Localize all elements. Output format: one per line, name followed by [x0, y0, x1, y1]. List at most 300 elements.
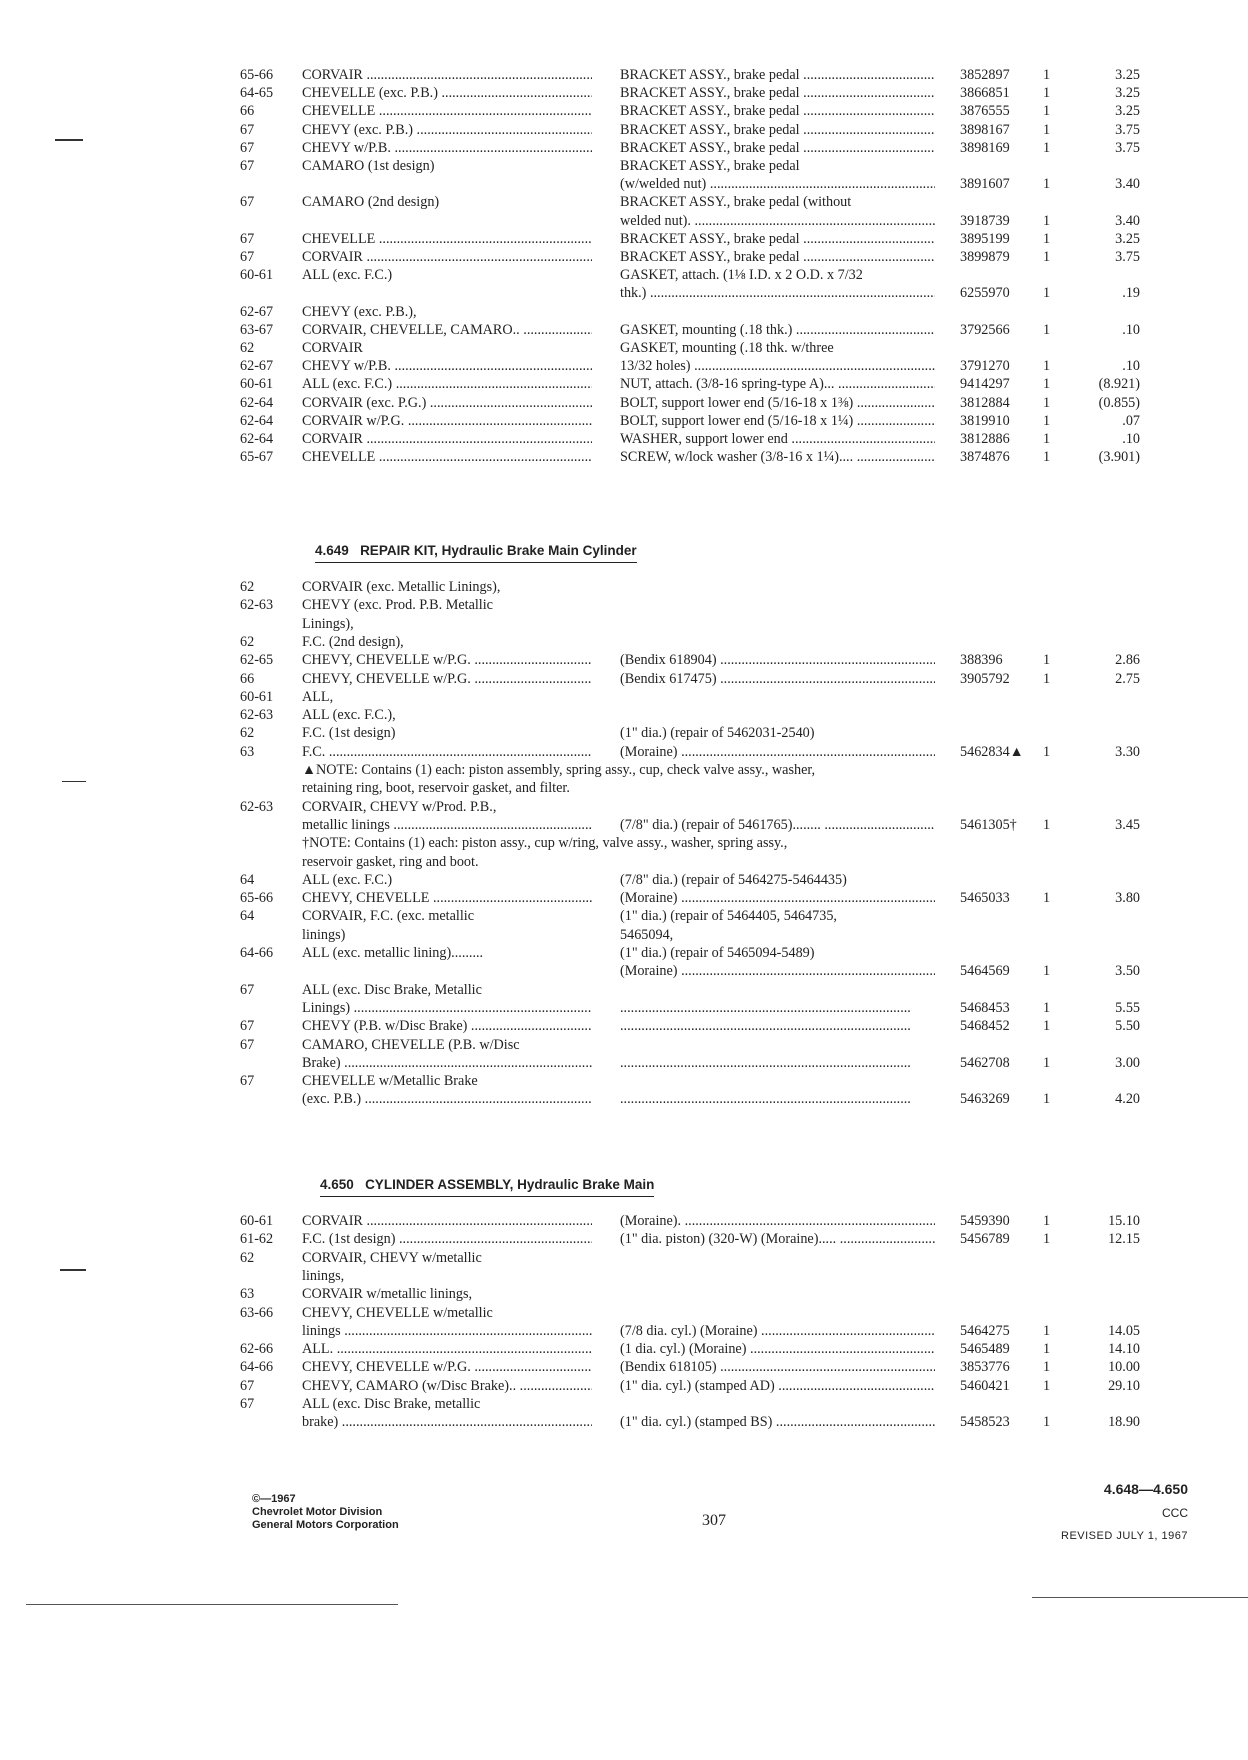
model-application: CORVAIR w/metallic linings,: [302, 1286, 473, 1303]
price: 3.00: [1115, 1054, 1140, 1071]
parts-row: [240, 761, 1140, 779]
model-application: linings .....: [302, 1322, 592, 1340]
parts-row: [240, 1358, 1140, 1376]
model-application: ALL (exc. F.C.): [302, 871, 393, 888]
part-description: BRACKET ASSY., brake pedal (without: [620, 194, 852, 211]
model-application: CHEVY (exc. P.B.) .....: [302, 121, 592, 139]
price: 3.40: [1115, 212, 1140, 229]
parts-row: [240, 706, 1140, 724]
model-years: 65-67: [240, 449, 274, 466]
part-description: welded nut). .....: [620, 212, 935, 230]
part-description: BRACKET ASSY., brake pedal .....: [620, 102, 935, 120]
quantity: 1: [1043, 1414, 1051, 1431]
price: 18.90: [1108, 1414, 1140, 1431]
part-number: 9414297: [960, 376, 1010, 393]
model-application: CHEVY, CAMARO (w/Disc Brake).. .....: [302, 1377, 592, 1395]
quantity: 1: [1043, 249, 1051, 265]
price: 5.55: [1115, 999, 1140, 1016]
part-number: 5462834▲: [960, 743, 1024, 760]
model-years: 63: [240, 1286, 255, 1303]
quantity: 1: [1043, 670, 1051, 687]
parts-row: [240, 871, 1140, 889]
price: .10: [1122, 358, 1140, 375]
parts-row: [240, 944, 1140, 962]
parts-row: [240, 853, 1140, 871]
price: .10: [1122, 431, 1140, 447]
price: 2.75: [1115, 670, 1140, 687]
parts-row: [240, 981, 1140, 999]
section-title: REPAIR KIT, Hydraulic Brake Main Cylinder: [360, 543, 637, 558]
page-number: 307: [702, 1512, 726, 1529]
part-description: 13/32 holes) .....: [620, 357, 935, 375]
quantity: 1: [1043, 285, 1051, 302]
part-description: BRACKET ASSY., brake pedal: [620, 158, 800, 174]
quantity: 1: [1043, 1322, 1051, 1339]
corporation-name: General Motors Corporation: [252, 1519, 399, 1531]
part-number: 3899879: [960, 249, 1010, 265]
part-description: (1" dia. cyl.) (stamped AD) .....: [620, 1377, 935, 1395]
model-years: 63: [240, 743, 255, 760]
part-number: 3898167: [960, 121, 1010, 138]
model-application: CORVAIR, CHEVY w/Prod. P.B.,: [302, 798, 497, 815]
model-years: 67: [240, 1396, 255, 1412]
model-application: CHEVY, CHEVELLE w/P.G. .....: [302, 1358, 592, 1376]
part-description: (1" dia.) (repair of 5464405, 5464735,: [620, 908, 837, 925]
price: 3.45: [1115, 816, 1140, 833]
section-number: 4.649: [315, 543, 349, 558]
price: 3.25: [1115, 230, 1140, 247]
model-application: ALL (exc. F.C.): [302, 267, 393, 284]
part-number: 5465489: [960, 1341, 1010, 1358]
model-application: CHEVY, CHEVELLE .....: [302, 889, 592, 907]
part-number: 3874876: [960, 449, 1010, 466]
quantity: 1: [1043, 1213, 1051, 1229]
part-description: BRACKET ASSY., brake pedal .....: [620, 230, 935, 248]
model-application: Brake) .....: [302, 1054, 592, 1072]
part-description: (Bendix 618105) .....: [620, 1358, 935, 1376]
model-years: 64-66: [240, 945, 274, 961]
quantity: 1: [1043, 743, 1051, 760]
price: 3.25: [1115, 85, 1140, 102]
part-description: (Moraine) .....: [620, 743, 935, 761]
parts-row: [240, 1017, 1140, 1035]
model-years: 63-66: [240, 1304, 274, 1321]
part-description: GASKET, mounting (.18 thk. w/three: [620, 340, 834, 356]
model-years: 60-61: [240, 376, 274, 393]
part-description: SCREW, w/lock washer (3/8-16 x 1¼).... .....: [620, 448, 935, 466]
bottom-rule-left: [26, 1604, 398, 1605]
part-description: GASKET, mounting (.18 thk.) .....: [620, 321, 935, 339]
model-application: F.C. .....: [302, 743, 592, 761]
part-number: 5468453: [960, 999, 1010, 1016]
quantity: 1: [1043, 358, 1051, 375]
parts-row: [240, 121, 1140, 139]
price: (3.901): [1098, 449, 1140, 466]
model-years: 65-66: [240, 890, 274, 907]
part-description: (Moraine) .....: [620, 889, 935, 907]
copyright: ©—1967: [252, 1493, 296, 1505]
part-number: 3852897: [960, 67, 1010, 83]
parts-row: [240, 907, 1140, 925]
part-number: 5462708: [960, 1054, 1010, 1071]
part-description: [620, 1017, 935, 1035]
model-years: 62-67: [240, 358, 274, 375]
part-description: (Moraine) .....: [620, 962, 935, 980]
part-description: (7/8" dia.) (repair of 5461765)........ .....: [620, 816, 935, 834]
part-number: 3905792: [960, 670, 1010, 687]
model-years: 60-61: [240, 688, 274, 705]
model-application: metallic linings .....: [302, 816, 592, 834]
quantity: 1: [1043, 1341, 1051, 1358]
parts-row: [240, 448, 1140, 466]
model-years: 62-63: [240, 798, 274, 815]
part-description: (1" dia.) (repair of 5462031-2540): [620, 725, 815, 742]
parts-row: [240, 375, 1140, 393]
model-years: 65-66: [240, 67, 274, 83]
model-application: reservoir gasket, ring and boot.: [302, 853, 479, 870]
part-number: 5465033: [960, 890, 1010, 907]
parts-row: [240, 1036, 1140, 1054]
part-number: 3866851: [960, 85, 1010, 102]
part-description: (Moraine). .....: [620, 1212, 935, 1230]
model-years: 63-67: [240, 321, 274, 338]
model-years: 67: [240, 194, 255, 211]
model-years: 67: [240, 1036, 255, 1053]
part-description: (Bendix 617475) .....: [620, 670, 935, 688]
quantity: 1: [1043, 999, 1051, 1016]
model-application: ALL (exc. metallic lining).........: [302, 945, 484, 961]
parts-row: [240, 1413, 1140, 1431]
quantity: 1: [1043, 139, 1051, 156]
parts-row: [240, 303, 1140, 321]
parts-row: [240, 157, 1140, 175]
quantity: 1: [1043, 176, 1051, 193]
parts-row: [240, 1090, 1140, 1108]
quantity: 1: [1043, 376, 1051, 393]
part-description: [620, 999, 935, 1017]
part-number: 6255970: [960, 285, 1010, 302]
model-application: CAMARO (2nd design): [302, 194, 440, 211]
parts-row: [240, 724, 1140, 742]
model-years: 64-66: [240, 1359, 274, 1376]
binder-punch-mark: [60, 1269, 86, 1271]
price: 15.10: [1108, 1213, 1140, 1229]
parts-row: [240, 926, 1140, 944]
model-application: CHEVY, CHEVELLE w/P.G. .....: [302, 651, 592, 669]
quantity: 1: [1043, 394, 1051, 411]
model-years: 60-61: [240, 267, 274, 284]
model-application: Linings),: [302, 615, 354, 632]
price: 4.20: [1115, 1091, 1140, 1108]
price: 3.25: [1115, 103, 1140, 120]
model-application: CHEVY w/P.B. .....: [302, 139, 592, 157]
part-number: 3891607: [960, 176, 1010, 193]
model-application: brake) .....: [302, 1413, 592, 1431]
model-application: linings,: [302, 1267, 345, 1284]
section-title: CYLINDER ASSEMBLY, Hydraulic Brake Main: [365, 1177, 655, 1192]
parts-row: [240, 139, 1140, 157]
model-application: ALL (exc. Disc Brake, metallic: [302, 1396, 481, 1412]
part-number: 5464569: [960, 963, 1010, 980]
part-number: 5458523: [960, 1414, 1010, 1431]
part-number: 3918739: [960, 212, 1010, 229]
model-application: CORVAIR, F.C. (exc. metallic: [302, 908, 475, 925]
part-description: 5465094,: [620, 926, 674, 943]
model-years: 67: [240, 121, 255, 138]
model-application: (exc. P.B.) .....: [302, 1090, 592, 1108]
catalog-code: CCC: [1162, 1506, 1188, 1520]
model-application: CAMARO, CHEVELLE (P.B. w/Disc: [302, 1036, 520, 1053]
parts-row: [240, 596, 1140, 614]
model-years: 62: [240, 1249, 255, 1266]
part-number: 388396: [960, 652, 1003, 669]
model-application: †NOTE: Contains (1) each: piston assy., cup w/ring, valve assy., washer, spring assy.,: [302, 835, 788, 852]
model-application: CORVAIR .....: [302, 1212, 592, 1230]
model-years: 67: [240, 1018, 255, 1035]
model-years: 64: [240, 908, 255, 925]
quantity: 1: [1043, 67, 1051, 83]
parts-row: [240, 889, 1140, 907]
model-application: ALL (exc. F.C.),: [302, 707, 396, 724]
quantity: 1: [1043, 1054, 1051, 1071]
parts-row: [240, 321, 1140, 339]
part-number: 5459390: [960, 1213, 1010, 1229]
model-years: 62: [240, 579, 255, 595]
part-description: [620, 1090, 935, 1108]
part-description: BRACKET ASSY., brake pedal .....: [620, 139, 935, 157]
model-application: F.C. (2nd design),: [302, 633, 404, 650]
part-number: 5463269: [960, 1091, 1010, 1108]
price: 14.10: [1108, 1341, 1140, 1358]
model-application: CHEVY (exc. Prod. P.B. Metallic: [302, 597, 493, 614]
part-number: 3819910: [960, 412, 1010, 429]
parts-row: [240, 798, 1140, 816]
model-application: F.C. (1st design) .....: [302, 1230, 592, 1248]
part-description: WASHER, support lower end .....: [620, 430, 935, 448]
parts-row: [240, 1054, 1140, 1072]
price: 29.10: [1108, 1377, 1140, 1394]
part-description: BRACKET ASSY., brake pedal .....: [620, 66, 935, 84]
model-application: ALL (exc. F.C.) .....: [302, 375, 592, 393]
model-years: 67: [240, 1377, 255, 1394]
bottom-rule-right: [1032, 1597, 1248, 1598]
model-application: CORVAIR w/P.G. .....: [302, 412, 592, 430]
model-application: CHEVY w/P.B. .....: [302, 357, 592, 375]
model-years: 67: [240, 249, 255, 265]
parts-row: [240, 193, 1140, 211]
part-number: 3853776: [960, 1359, 1010, 1376]
model-years: 67: [240, 230, 255, 247]
model-application: CHEVY (P.B. w/Disc Brake) .....: [302, 1017, 592, 1035]
price: .07: [1122, 412, 1140, 429]
part-number: 5464275: [960, 1322, 1010, 1339]
part-description: (1 dia. cyl.) (Moraine) .....: [620, 1340, 935, 1358]
quantity: 1: [1043, 103, 1051, 120]
price: 3.25: [1115, 67, 1140, 83]
model-years: 62-64: [240, 394, 274, 411]
parts-row: [240, 651, 1140, 669]
model-application: ALL (exc. Disc Brake, Metallic: [302, 981, 482, 998]
quantity: 1: [1043, 1231, 1051, 1248]
parts-row: [240, 670, 1140, 688]
quantity: 1: [1043, 652, 1051, 669]
model-years: 62: [240, 633, 255, 650]
quantity: 1: [1043, 1018, 1051, 1035]
price: 14.05: [1108, 1322, 1140, 1339]
parts-row: [240, 1395, 1140, 1413]
quantity: 1: [1043, 1377, 1051, 1394]
section-range: 4.648—4.650: [1103, 1481, 1188, 1497]
part-description: BRACKET ASSY., brake pedal .....: [620, 84, 935, 102]
part-number: 3812884: [960, 394, 1010, 411]
quantity: 1: [1043, 1091, 1051, 1108]
parts-row: [240, 84, 1140, 102]
quantity: 1: [1043, 890, 1051, 907]
model-years: 62: [240, 340, 255, 356]
price: 3.75: [1115, 249, 1140, 265]
quantity: 1: [1043, 1359, 1051, 1376]
binder-punch-mark: [55, 139, 83, 141]
price: (8.921): [1098, 376, 1140, 393]
binder-punch-mark: [62, 781, 86, 782]
price: 3.30: [1115, 743, 1140, 760]
section-4-649-heading: [315, 542, 637, 560]
parts-row: [240, 779, 1140, 797]
parts-row: [240, 1340, 1140, 1358]
parts-row: [240, 1322, 1140, 1340]
parts-row: [240, 633, 1140, 651]
part-description: (7/8" dia.) (repair of 5464275-5464435): [620, 871, 847, 888]
part-number: 5456789: [960, 1231, 1010, 1248]
model-years: 66: [240, 670, 255, 687]
model-years: 62-63: [240, 707, 274, 724]
model-application: CHEVELLE .....: [302, 230, 592, 248]
model-application: CORVAIR: [302, 340, 363, 356]
model-application: CORVAIR (exc. P.G.) .....: [302, 394, 592, 412]
part-description: (1" dia.) (repair of 5465094-5489): [620, 945, 815, 961]
model-years: 64-65: [240, 85, 274, 102]
revision-date: REVISED JULY 1, 1967: [1061, 1530, 1188, 1542]
price: (0.855): [1098, 394, 1140, 411]
model-application: ▲NOTE: Contains (1) each: piston assembly, spring assy., cup, check valve assy., washer,: [302, 762, 816, 778]
price: 3.75: [1115, 121, 1140, 138]
parts-row: [240, 816, 1140, 834]
parts-row: [240, 394, 1140, 412]
parts-row: [240, 999, 1140, 1017]
model-application: CHEVY (exc. P.B.),: [302, 303, 417, 320]
parts-row: [240, 175, 1140, 193]
part-description: (1" dia. piston) (320-W) (Moraine)..... .....: [620, 1230, 935, 1248]
price: 2.86: [1115, 652, 1140, 669]
price: 3.80: [1115, 890, 1140, 907]
parts-row: [240, 102, 1140, 120]
price: 12.15: [1108, 1231, 1140, 1248]
section-number: 4.650: [320, 1177, 354, 1192]
part-description: (w/welded nut) .....: [620, 175, 935, 193]
parts-row: [240, 1072, 1140, 1090]
model-years: 66: [240, 103, 255, 120]
section-4-650-heading: [320, 1176, 654, 1194]
parts-row: [240, 230, 1140, 248]
part-description: (Bendix 618904) .....: [620, 651, 935, 669]
model-application: F.C. (1st design): [302, 725, 396, 742]
model-years: 62: [240, 725, 255, 742]
model-application: CHEVELLE (exc. P.B.) .....: [302, 84, 592, 102]
quantity: 1: [1043, 449, 1051, 466]
quantity: 1: [1043, 431, 1051, 447]
parts-row: [240, 430, 1140, 448]
part-description: [620, 1054, 935, 1072]
model-application: CORVAIR .....: [302, 66, 592, 84]
parts-row: [240, 1377, 1140, 1395]
part-number: 5468452: [960, 1018, 1010, 1035]
model-application: CORVAIR, CHEVELLE, CAMARO.. .....: [302, 321, 592, 339]
model-application: CORVAIR, CHEVY w/metallic: [302, 1249, 482, 1266]
quantity: 1: [1043, 212, 1051, 229]
part-description: BOLT, support lower end (5/16-18 x 1¼) .....: [620, 412, 935, 430]
model-years: 67: [240, 1073, 255, 1090]
model-application: CAMARO (1st design): [302, 158, 435, 174]
parts-row: [240, 743, 1140, 761]
price: .10: [1122, 321, 1140, 338]
price: 3.50: [1115, 963, 1140, 980]
quantity: 1: [1043, 121, 1051, 138]
part-description: (1" dia. cyl.) (stamped BS) .....: [620, 1413, 935, 1431]
parts-row: [240, 1267, 1140, 1285]
price: .19: [1122, 285, 1140, 302]
parts-row: [240, 66, 1140, 84]
parts-row: [240, 615, 1140, 633]
parts-row: [240, 1249, 1140, 1267]
parts-row: [240, 357, 1140, 375]
quantity: 1: [1043, 816, 1051, 833]
parts-row: [240, 1212, 1140, 1230]
parts-row: [240, 1304, 1140, 1322]
part-description: BRACKET ASSY., brake pedal .....: [620, 248, 935, 266]
model-years: 62-66: [240, 1341, 274, 1358]
model-application: CHEVY, CHEVELLE w/P.G. .....: [302, 670, 592, 688]
model-years: 64: [240, 871, 255, 888]
model-years: 67: [240, 139, 255, 156]
model-application: linings): [302, 926, 346, 943]
part-description: thk.) .....: [620, 284, 935, 302]
part-description: (7/8 dia. cyl.) (Moraine) .....: [620, 1322, 935, 1340]
parts-row: [240, 339, 1140, 357]
parts-row: [240, 266, 1140, 284]
price: 3.40: [1115, 176, 1140, 193]
model-application: ALL. .....: [302, 1340, 592, 1358]
model-application: CORVAIR (exc. Metallic Linings),: [302, 579, 501, 595]
parts-row: [240, 248, 1140, 266]
model-application: ALL,: [302, 688, 334, 705]
model-years: 62-67: [240, 303, 274, 320]
part-description: BRACKET ASSY., brake pedal .....: [620, 121, 935, 139]
parts-row: [240, 688, 1140, 706]
model-years: 67: [240, 158, 255, 174]
part-number: 3898169: [960, 139, 1010, 156]
model-years: 67: [240, 981, 255, 998]
model-years: 62-64: [240, 412, 274, 429]
part-description: BOLT, support lower end (5/16-18 x 1⅜) .....: [620, 394, 935, 412]
quantity: 1: [1043, 321, 1051, 338]
part-number: 5460421: [960, 1377, 1010, 1394]
model-application: CHEVELLE w/Metallic Brake: [302, 1073, 478, 1090]
parts-row: [240, 212, 1140, 230]
parts-row: [240, 578, 1140, 596]
part-number: 3792566: [960, 321, 1010, 338]
price: 5.50: [1115, 1018, 1140, 1035]
model-application: Linings) .....: [302, 999, 592, 1017]
